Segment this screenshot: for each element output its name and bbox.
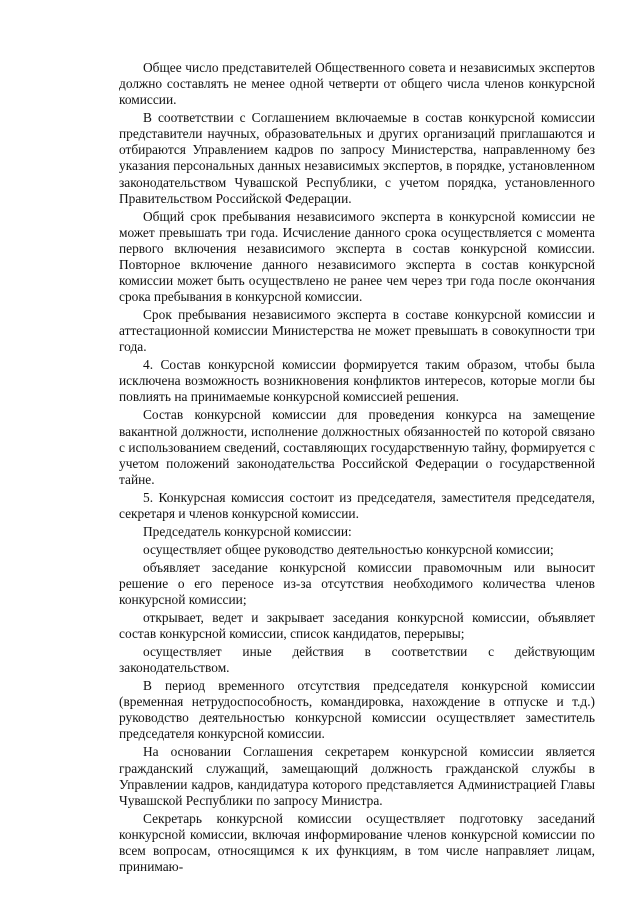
- paragraph-6: Состав конкурсной комиссии для проведения конкурса на замещение вакантной должности, исполнение должностных обязанностей по которой связано с использованием сведений, составляющих государственную тайну, формируется с учетом положений законодательства Российской Федерации о государственной тайне.: [119, 407, 595, 487]
- paragraph-15: Секретарь конкурсной комиссии осуществляет подготовку заседаний конкурсной комиссии, включая информирование членов конкурсной комиссии по всем вопросам, относящимся к их функциям, в том числе направляет лицам, принимаю-: [119, 810, 595, 874]
- paragraph-10: объявляет заседание конкурсной комиссии правомочным или выносит решение о его переносе из-за отсутствия необходимого количества членов конкурсной комиссии;: [119, 559, 595, 608]
- paragraph-14: На основании Соглашения секретарем конкурсной комиссии является гражданский служащий, замещающий должность гражданской службы в Управлении кадров, кандидатура которого представляется Администрацией Главы Чувашской Республики по запросу Министра.: [119, 744, 595, 808]
- document-page: [119, 60, 595, 877]
- paragraph-7: 5. Конкурсная комиссия состоит из председателя, заместителя председателя, секретаря и членов конкурсной комиссии.: [119, 489, 595, 521]
- paragraph-9: осуществляет общее руководство деятельностью конкурсной комиссии;: [143, 541, 554, 557]
- paragraph-4: Срок пребывания независимого эксперта в составе конкурсной комиссии и аттестационной комиссии Министерства не может превышать в совокупности три года.: [119, 307, 595, 355]
- paragraph-8: Председатель конкурсной комиссии:: [143, 523, 352, 539]
- paragraph-12: осуществляет иные действия в соответствии с действующим законодательством.: [119, 644, 595, 676]
- paragraph-3: Общий срок пребывания независимого эксперта в конкурсной комиссии не может превышать три года. Исчисление данного срока осуществляется с момента первого включения независимого эксперта в состав конкурсной комиссии. Повторное включение данного независимого эксперта в состав конкурсной комиссии может быть осуществлено не ранее чем через три года после окончания срока пребывания в конкурсной комиссии.: [119, 208, 595, 305]
- paragraph-2: В соответствии с Соглашением включаемые в состав конкурсной комиссии представители научных, образовательных и других организаций приглашаются и отбираются Управлением кадров по запросу Министерства, направленному без указания персональных данных независимых экспертов, в порядке, установленном законодательством Чувашской Республики, с учетом порядка, установленного Правительством Российской Федерации.: [119, 110, 595, 206]
- paragraph-1: Общее число представителей Общественного совета и независимых экспертов должно составлять не менее одной четверти от общего числа членов конкурсной комиссии.: [119, 60, 595, 108]
- paragraph-13: В период временного отсутствия председателя конкурсной комиссии (временная нетрудоспособность, командировка, нахождение в отпуске и т.д.) руководство деятельностью конкурсной комиссии осуществляет заместитель председателя конкурсной комиссии.: [119, 678, 595, 742]
- paragraph-5: 4. Состав конкурсной комиссии формируется таким образом, чтобы была исключена возможность возникновения конфликтов интересов, которые могли бы повлиять на принимаемые конкурсной комиссией решения.: [119, 357, 595, 405]
- paragraph-11: открывает, ведет и закрывает заседания конкурсной комиссии, объявляет состав конкурсной комиссии, список кандидатов, перерывы;: [119, 610, 595, 642]
